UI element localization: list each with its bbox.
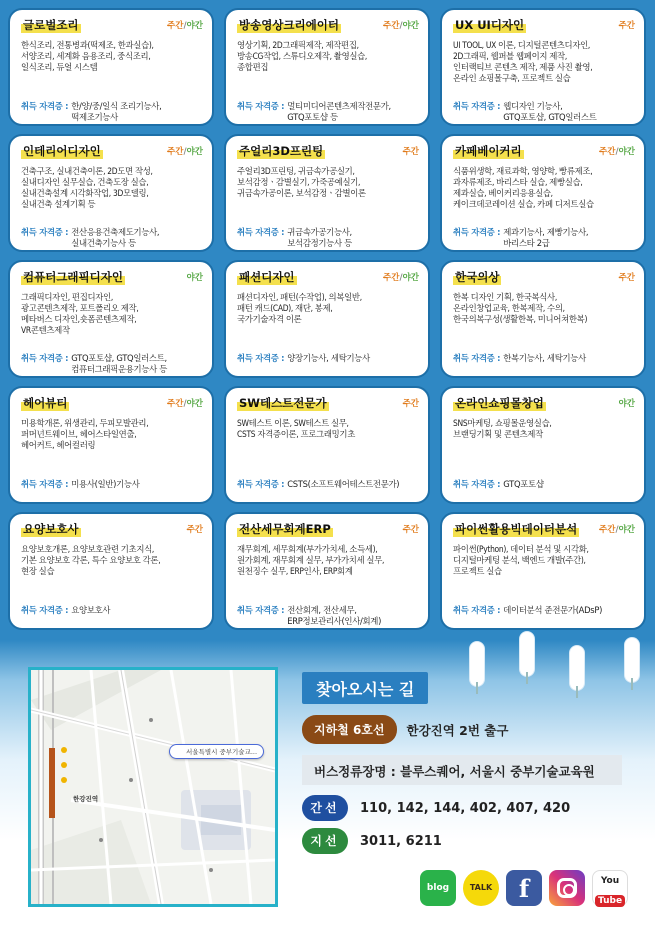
schedule-day: 주간 bbox=[599, 147, 616, 157]
description-line: 원가회계, 재무회계 실무, 부가가치세 실무, bbox=[237, 555, 385, 565]
course-card bbox=[224, 512, 430, 630]
certification-label: 취득 자격증 : bbox=[21, 353, 69, 363]
description-line: SW테스트 이론, SW테스트 실무, bbox=[237, 418, 349, 428]
schedule-day: 주간 bbox=[167, 21, 184, 31]
certification-value bbox=[71, 227, 159, 249]
description-line: 광고콘텐츠제작, 포트폴리오 제작, bbox=[21, 303, 139, 313]
schedule-separator: / bbox=[399, 273, 403, 283]
course-certification bbox=[237, 353, 419, 364]
schedule-separator: / bbox=[615, 525, 619, 535]
description-line: 일식조리, 듀얼 시스템 bbox=[21, 62, 98, 72]
description-line: 프로젝트 실습 bbox=[453, 566, 502, 576]
course-title: 주얼리3D프린팅 bbox=[239, 144, 324, 158]
subway-exit-text: 한강진역 2번 출구 bbox=[406, 722, 509, 738]
course-description bbox=[21, 418, 203, 470]
certification-line: 바리스타 2급 bbox=[503, 238, 550, 248]
course-title: 헤어뷰티 bbox=[23, 396, 68, 410]
course-card bbox=[440, 260, 646, 378]
location-map[interactable] bbox=[28, 667, 278, 907]
schedule-day: 주간 bbox=[383, 21, 400, 31]
course-card bbox=[8, 512, 214, 630]
schedule-day: 주간 bbox=[186, 525, 203, 535]
course-grid bbox=[8, 8, 646, 630]
course-card bbox=[8, 386, 214, 504]
schedule-night: 야간 bbox=[618, 399, 635, 409]
certification-label: 취득 자격증 : bbox=[237, 101, 285, 111]
certification-value bbox=[287, 227, 352, 249]
certification-value bbox=[503, 101, 596, 123]
directions-title: 찾아오시는 길 bbox=[302, 672, 428, 704]
schedule-separator: / bbox=[615, 147, 619, 157]
course-title: SW테스트전문가 bbox=[239, 396, 327, 410]
course-certification bbox=[237, 101, 419, 123]
certification-line: 요양보호사 bbox=[71, 605, 111, 615]
description-line: 원천징수 실무, ERP인사, ERP회계 bbox=[237, 566, 353, 576]
course-title: 한국의상 bbox=[455, 270, 500, 284]
description-line: 귀금속가공이론, 보석감정ㆍ감별이론 bbox=[237, 188, 366, 198]
course-certification bbox=[21, 101, 203, 123]
course-certification bbox=[21, 479, 203, 490]
description-line: 한복 디자인 기획, 한국복식사, bbox=[453, 292, 557, 302]
description-line: 한식조리, 전통병과(떡제조, 한과실습), bbox=[21, 40, 154, 50]
schedule-day: 주간 bbox=[402, 525, 419, 535]
certification-line: 양장기능사, 세탁기능사 bbox=[287, 353, 370, 363]
course-description bbox=[21, 40, 203, 92]
certification-value bbox=[503, 479, 543, 490]
description-line: 실내디자인 실무실습, 건축도장 실습, bbox=[21, 177, 149, 187]
description-line: 기본 요양보호 각론, 특수 요양보호 각론, bbox=[21, 555, 161, 565]
course-certification bbox=[237, 479, 419, 490]
course-title: 온라인쇼핑몰창업 bbox=[455, 396, 544, 410]
certification-value bbox=[503, 227, 588, 249]
course-card-header bbox=[21, 143, 203, 163]
certification-label: 취득 자격증 : bbox=[237, 227, 285, 237]
course-schedule bbox=[383, 271, 419, 283]
description-line: 식품위생학, 재료과학, 영양학, 빵류제조, bbox=[453, 166, 593, 176]
certification-label: 취득 자격증 : bbox=[453, 605, 501, 615]
subway-line-badge: 지하철 6호선 bbox=[302, 715, 397, 744]
description-line: 한국의복구성(생활한복, 미니어쳐한복) bbox=[453, 314, 588, 324]
course-schedule bbox=[599, 145, 635, 157]
course-description bbox=[237, 544, 419, 596]
schedule-separator: / bbox=[399, 21, 403, 31]
branch-bus-row bbox=[302, 828, 442, 854]
schedule-night: 야간 bbox=[186, 273, 203, 283]
course-card-header bbox=[237, 17, 419, 37]
map-station-label: 한강진역 bbox=[73, 795, 99, 803]
course-description bbox=[237, 418, 419, 470]
youtube-label-top: You bbox=[600, 876, 620, 886]
certification-label: 취득 자격증 : bbox=[453, 227, 501, 237]
schedule-night: 야간 bbox=[186, 399, 203, 409]
description-line: 주얼리3D프린팅, 귀금속가공실기, bbox=[237, 166, 355, 176]
certification-line: 귀금속가공기능사, bbox=[287, 227, 352, 237]
description-line: SNS마케팅, 쇼핑몰운영실습, bbox=[453, 418, 552, 428]
course-schedule bbox=[167, 19, 203, 31]
course-title: 글로벌조리 bbox=[23, 18, 79, 32]
course-schedule bbox=[599, 523, 635, 535]
description-line: 디지털마케팅 분석, 백엔드 개발(주간), bbox=[453, 555, 586, 565]
course-card bbox=[440, 512, 646, 630]
course-card-header bbox=[237, 269, 419, 289]
description-line: 국가기술자격 이론 bbox=[237, 314, 302, 324]
bus-stop-name: 버스정류장명 : 블루스퀘어, 서울시 중부기술교육원 bbox=[302, 755, 622, 785]
course-card bbox=[224, 8, 430, 126]
description-line: 제과실습, 베이커리응용실습, bbox=[453, 188, 553, 198]
certification-label: 취득 자격증 : bbox=[237, 479, 285, 489]
description-line: 영상기획, 2D그래픽제작, 제작편집, bbox=[237, 40, 359, 50]
certification-label: 취득 자격증 : bbox=[21, 479, 69, 489]
certification-label: 취득 자격증 : bbox=[21, 605, 69, 615]
course-title: UX UI디자인 bbox=[455, 18, 525, 32]
course-schedule bbox=[403, 145, 419, 157]
description-line: 그래픽디자인, 편집디자인, bbox=[21, 292, 113, 302]
certification-value bbox=[503, 353, 586, 364]
course-certification bbox=[21, 605, 203, 616]
course-schedule bbox=[187, 523, 203, 535]
description-line: 서양조리, 세계화 음용조리, 중식조리, bbox=[21, 51, 151, 61]
description-line: 실내건축 설계기획 등 bbox=[21, 199, 96, 209]
course-certification bbox=[237, 605, 419, 627]
description-line: 온라인창업교육, 한복제작, 수의, bbox=[453, 303, 565, 313]
course-schedule bbox=[187, 271, 203, 283]
description-line: 미용학개론, 위생관리, 두피모발관리, bbox=[21, 418, 149, 428]
description-line: 케이크데코레이션 실습, 카페 디저트실습 bbox=[453, 199, 594, 209]
description-line: 현장 실습 bbox=[21, 566, 55, 576]
certification-line: 웹디자인 기능사, bbox=[503, 101, 563, 111]
certification-value bbox=[71, 353, 167, 375]
course-card-header bbox=[453, 17, 635, 37]
course-card-header bbox=[237, 143, 419, 163]
description-line: CSTS 자격증이론, 프로그래밍기초 bbox=[237, 429, 355, 439]
course-schedule bbox=[619, 271, 635, 283]
description-line: 패션디자인, 패턴(수작업), 의복일반, bbox=[237, 292, 362, 302]
schedule-day: 주간 bbox=[402, 147, 419, 157]
course-card-header bbox=[453, 395, 635, 415]
course-certification bbox=[453, 227, 635, 249]
map-pin-label[interactable]: 서울특별시 중부기술교... bbox=[169, 744, 264, 759]
course-title: 전산세무회계ERP bbox=[239, 522, 331, 536]
certification-line: GTQ포토샵, GTQ일러스트, bbox=[71, 353, 167, 363]
subway-info bbox=[302, 715, 508, 744]
schedule-separator: / bbox=[183, 399, 187, 409]
tree-decoration bbox=[570, 646, 584, 690]
course-schedule bbox=[403, 523, 419, 535]
course-card bbox=[440, 8, 646, 126]
kakaotalk-icon[interactable]: TALK bbox=[463, 870, 499, 906]
schedule-day: 주간 bbox=[167, 399, 184, 409]
main-bus-numbers: 110, 142, 144, 402, 407, 420 bbox=[360, 800, 571, 816]
certification-line: 실내건축기능사 등 bbox=[71, 238, 136, 248]
course-schedule bbox=[619, 397, 635, 409]
description-line: 재무회계, 세무회계(부가가치세, 소득세), bbox=[237, 544, 378, 554]
certification-line: ERP정보관리사(인사/회계) bbox=[287, 616, 382, 626]
schedule-day: 주간 bbox=[618, 21, 635, 31]
certification-line: 멀티미디어콘텐츠제작전문가, bbox=[287, 101, 391, 111]
course-schedule bbox=[167, 397, 203, 409]
certification-value bbox=[71, 605, 110, 616]
certification-value bbox=[287, 353, 370, 364]
schedule-day: 주간 bbox=[167, 147, 184, 157]
certification-line: GTQ포토샵, GTQ일러스트 bbox=[503, 112, 597, 122]
course-title: 패션디자인 bbox=[239, 270, 295, 284]
schedule-day: 주간 bbox=[618, 273, 635, 283]
certification-line: 보석감정기능사 등 bbox=[287, 238, 352, 248]
tree-decoration bbox=[625, 638, 639, 682]
course-schedule bbox=[403, 397, 419, 409]
schedule-night: 야간 bbox=[402, 273, 419, 283]
main-bus-badge: 간선 bbox=[302, 795, 348, 821]
branch-bus-numbers: 3011, 6211 bbox=[360, 833, 442, 849]
schedule-night: 야간 bbox=[186, 147, 203, 157]
course-certification bbox=[453, 101, 635, 123]
schedule-night: 야간 bbox=[186, 21, 203, 31]
course-description bbox=[21, 166, 203, 218]
course-card bbox=[440, 386, 646, 504]
description-line: VR콘텐츠제작 bbox=[21, 325, 70, 335]
certification-label: 취득 자격증 : bbox=[453, 479, 501, 489]
youtube-icon[interactable] bbox=[592, 870, 628, 906]
course-card-header bbox=[453, 269, 635, 289]
certification-value bbox=[71, 479, 139, 490]
course-card bbox=[224, 386, 430, 504]
description-line: 2D그래픽, 웹퍼블 웹페이지 제작, bbox=[453, 51, 567, 61]
description-line: 헤어커트, 헤어컬러링 bbox=[21, 440, 96, 450]
schedule-separator: / bbox=[183, 21, 187, 31]
certification-label: 취득 자격증 : bbox=[21, 101, 69, 111]
course-certification bbox=[21, 227, 203, 249]
course-description bbox=[453, 166, 635, 218]
course-card-header bbox=[21, 521, 203, 541]
course-card bbox=[8, 134, 214, 252]
certification-label: 취득 자격증 : bbox=[237, 353, 285, 363]
course-card bbox=[440, 134, 646, 252]
description-line: 메타버스 디자인,숏폼콘텐츠제작, bbox=[21, 314, 137, 324]
description-line: 건축구조, 실내건축이론, 2D도면 작성, bbox=[21, 166, 153, 176]
description-line: 요양보호개론, 요양보호관련 기초지식, bbox=[21, 544, 155, 554]
schedule-separator: / bbox=[183, 147, 187, 157]
course-description bbox=[453, 544, 635, 596]
tree-decoration bbox=[470, 642, 484, 686]
course-description bbox=[453, 40, 635, 92]
description-line: 보석감정ㆍ감별실기, 가죽공예실기, bbox=[237, 177, 361, 187]
course-card-header bbox=[237, 521, 419, 541]
certification-value bbox=[71, 101, 161, 123]
course-description bbox=[237, 166, 419, 218]
course-certification bbox=[453, 479, 635, 490]
branch-bus-badge: 지선 bbox=[302, 828, 348, 854]
course-certification bbox=[21, 353, 203, 375]
certification-line: 데이터분석 준전문가(ADsP) bbox=[503, 605, 603, 615]
course-card-header bbox=[453, 521, 635, 541]
course-schedule bbox=[167, 145, 203, 157]
instagram-icon[interactable] bbox=[549, 870, 585, 906]
description-line: 종합편집 bbox=[237, 62, 269, 72]
course-card-header bbox=[21, 17, 203, 37]
course-schedule bbox=[619, 19, 635, 31]
description-line: UI TOOL, UX 이론, 디지털콘텐츠디자인, bbox=[453, 40, 591, 50]
certification-value bbox=[503, 605, 602, 616]
description-line: 패턴 캐드(CAD), 재단, 봉제, bbox=[237, 303, 333, 313]
certification-value bbox=[287, 101, 391, 123]
course-card-header bbox=[237, 395, 419, 415]
main-bus-row bbox=[302, 795, 570, 821]
description-line: 브랜딩기획 및 콘텐츠제작 bbox=[453, 429, 543, 439]
certification-line: GTQ포토샵 등 bbox=[287, 112, 338, 122]
description-line: 인터랙티브 콘텐츠 제작, 제품 사진 촬영, bbox=[453, 62, 593, 72]
course-card-header bbox=[21, 395, 203, 415]
certification-value bbox=[287, 479, 399, 490]
course-card bbox=[8, 8, 214, 126]
schedule-night: 야간 bbox=[402, 21, 419, 31]
schedule-day: 주간 bbox=[599, 525, 616, 535]
certification-line: 전산회계, 전산세무, bbox=[287, 605, 357, 615]
course-description bbox=[453, 418, 635, 470]
certification-line: CSTS(소프트웨어테스트전문가) bbox=[287, 479, 400, 489]
course-title: 인테리어디자인 bbox=[23, 144, 101, 158]
certification-label: 취득 자격증 : bbox=[21, 227, 69, 237]
course-description bbox=[21, 544, 203, 596]
course-description bbox=[237, 40, 419, 92]
schedule-day: 주간 bbox=[402, 399, 419, 409]
certification-line: 미용사(일반)기능사 bbox=[71, 479, 140, 489]
description-line: 파이썬(Python), 데이터 분석 및 시각화, bbox=[453, 544, 589, 554]
description-line: 실내건축설계 시각화작업, 3D모델링, bbox=[21, 188, 149, 198]
course-certification bbox=[453, 353, 635, 364]
course-title: 방송영상크리에이터 bbox=[239, 18, 339, 32]
course-card-header bbox=[21, 269, 203, 289]
blog-icon[interactable]: blog bbox=[420, 870, 456, 906]
map-drawing bbox=[31, 670, 275, 904]
description-line: 온라인 쇼핑몰구축, 프로젝트 실습 bbox=[453, 73, 571, 83]
certification-line: 제과기능사, 제빵기능사, bbox=[503, 227, 589, 237]
schedule-night: 야간 bbox=[618, 525, 635, 535]
course-certification bbox=[237, 227, 419, 249]
course-description bbox=[21, 292, 203, 344]
tree-decoration bbox=[520, 632, 534, 676]
certification-line: GTQ포토샵 bbox=[503, 479, 544, 489]
course-card bbox=[224, 134, 430, 252]
certification-label: 취득 자격증 : bbox=[237, 605, 285, 615]
certification-line: 한복기능사, 세탁기능사 bbox=[503, 353, 586, 363]
description-line: 과자류제조, 바리스타 실습, 제빵실습, bbox=[453, 177, 583, 187]
course-title: 요양보호사 bbox=[23, 522, 79, 536]
course-title: 파이썬활용빅데이터분석 bbox=[455, 522, 578, 536]
certification-line: 떡제조기능사 bbox=[71, 112, 118, 122]
course-description bbox=[237, 292, 419, 344]
course-card bbox=[8, 260, 214, 378]
course-title: 컴퓨터그래픽디자인 bbox=[23, 270, 123, 284]
course-schedule bbox=[383, 19, 419, 31]
certification-label: 취득 자격증 : bbox=[453, 101, 501, 111]
course-description bbox=[453, 292, 635, 344]
description-line: 방송CG작업, 스튜디오제작, 촬영실습, bbox=[237, 51, 368, 61]
certification-value bbox=[287, 605, 381, 627]
schedule-day: 주간 bbox=[383, 273, 400, 283]
course-card-header bbox=[453, 143, 635, 163]
course-card bbox=[224, 260, 430, 378]
certification-label: 취득 자격증 : bbox=[453, 353, 501, 363]
description-line: 퍼머넌트웨이브, 헤어스타일연출, bbox=[21, 429, 137, 439]
certification-line: 컴퓨터그래픽운용기능사 등 bbox=[71, 364, 168, 374]
course-certification bbox=[453, 605, 635, 616]
schedule-night: 야간 bbox=[618, 147, 635, 157]
youtube-label-bottom: Tube bbox=[595, 895, 625, 907]
certification-line: 전산응용건축제도기능사, bbox=[71, 227, 160, 237]
certification-line: 한/양/중/일식 조리기능사, bbox=[71, 101, 162, 111]
course-title: 카페베이커리 bbox=[455, 144, 522, 158]
facebook-icon[interactable]: f bbox=[506, 870, 542, 906]
